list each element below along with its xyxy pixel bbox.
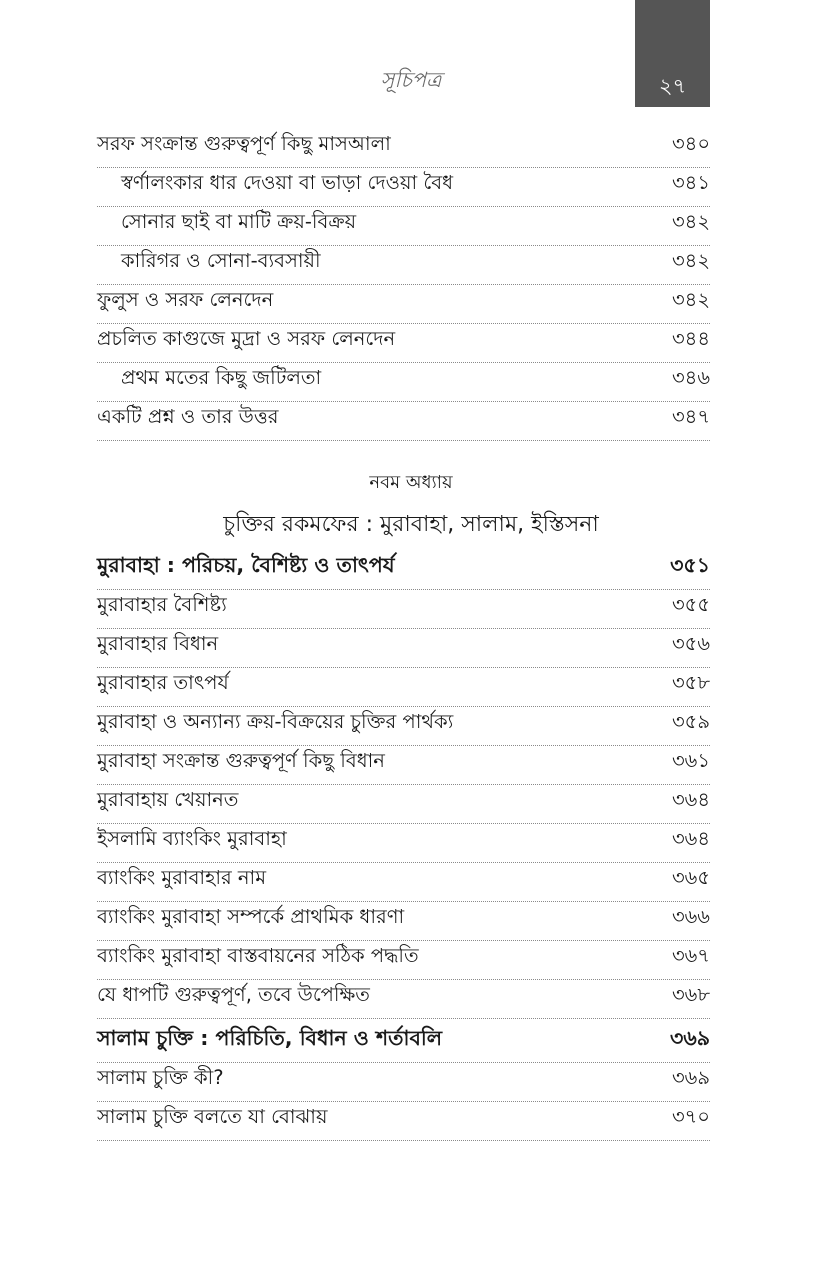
toc-entry[interactable] [97,746,710,785]
toc-section-heading[interactable] [97,551,710,590]
toc-entry[interactable] [97,863,710,902]
toc-entry-page: ৩৬৭ [671,944,710,967]
toc-entry-title: মুরাবাহা সংক্রান্ত গুরুত্বপূর্ণ কিছু বিধান [97,749,385,772]
toc-entry[interactable] [97,1063,710,1102]
toc-entry-title: স্বর্ণালংকার ধার দেওয়া বা ভাড়া দেওয়া বৈধ [121,171,453,194]
toc-entry-title: ব্যাংকিং মুরাবাহার নাম [97,866,267,889]
toc-entry[interactable] [97,402,710,441]
toc-entry-title: মুরাবাহা ও অন্যান্য ক্রয়-বিক্রয়ের চুক্তির পার্থক্য [97,710,454,733]
toc-entry-page: ৩৬৮ [671,983,710,1006]
toc-entry-title: ফুলুস ও সরফ লেনদেন [97,288,274,311]
toc-entry-title: কারিগর ও সোনা-ব্যবসায়ী [121,249,321,272]
page-number-tab [635,0,710,107]
toc-entry-page: ৩৬৫ [671,866,710,889]
toc-entry-page: ৩৫৯ [672,710,710,733]
toc-entry-title: সালাম চুক্তি : পরিচিতি, বিধান ও শর্তাবলি [97,1026,443,1050]
toc-entry-title: মুরাবাহার বৈশিষ্ট্য [97,593,227,616]
toc-entry-page: ৩৫৮ [672,671,710,694]
toc-entry-title: ব্যাংকিং মুরাবাহা বাস্তবায়নের সঠিক পদ্ধতি [97,944,419,967]
toc-subentry[interactable] [97,363,710,402]
toc-entry-page: ৩৪৪ [672,327,710,350]
toc-entry-title: মুরাবাহার বিধান [97,632,219,655]
toc-entry-title: একটি প্রশ্ন ও তার উত্তর [97,405,279,428]
toc-entry-page: ৩৫১ [670,553,710,577]
toc-entry-title: প্রচলিত কাগুজে মুদ্রা ও সরফ লেনদেন [97,327,396,350]
toc-entry-page: ৩৪০ [671,132,710,155]
toc-entry[interactable] [97,941,710,980]
toc-entry[interactable] [97,129,710,168]
toc-entry-page: ৩৪২ [671,288,710,311]
toc-entry-page: ৩৬৪ [671,827,710,850]
toc-entry-page: ৩৬৯ [670,1026,710,1050]
toc-entry-title: মুরাবাহায় খেয়ানত [97,788,239,811]
toc-section-1 [97,129,710,441]
toc-subentry[interactable] [97,246,710,285]
toc-entry-page: ৩৪৭ [671,405,710,428]
toc-entry-title: সোনার ছাই বা মাটি ক্রয়-বিক্রয় [121,210,357,233]
toc-section-2 [97,551,710,1141]
running-header-title: সূচিপত্র [380,68,442,92]
toc-entry-title: প্রথম মতের কিছু জটিলতা [121,366,322,389]
page-number: ২৭ [658,74,687,98]
toc-entry-page: ৩৫৫ [672,593,710,616]
toc-entry-page: ৩৪২ [671,210,710,233]
toc-entry-title: সরফ সংক্রান্ত গুরুত্বপূর্ণ কিছু মাসআলা [97,132,391,155]
toc-entry-page: ৩৬৯ [671,1066,710,1089]
toc-entry-page: ৩৬৬ [671,905,710,928]
toc-entry-page: ৩৪৬ [671,366,710,389]
toc-entry-page: ৩৫৬ [671,632,710,655]
toc-entry-title: সালাম চুক্তি কী? [97,1066,224,1089]
toc-entry[interactable] [97,324,710,363]
toc-entry[interactable] [97,785,710,824]
chapter-number: নবম অধ্যায় [369,472,453,493]
toc-entry-title: ব্যাংকিং মুরাবাহা সম্পর্কে প্রাথমিক ধারণা [97,905,405,928]
toc-entry-page: ৩৪২ [671,249,710,272]
toc-entry[interactable] [97,1102,710,1141]
toc-entry[interactable] [97,590,710,629]
toc-entry[interactable] [97,629,710,668]
toc-subentry[interactable] [97,207,710,246]
toc-subentry[interactable] [97,168,710,207]
toc-entry-title: যে ধাপটি গুরুত্বপূর্ণ, তবে উপেক্ষিত [97,983,370,1006]
toc-entry-page: ৩৪১ [672,171,710,194]
toc-entry-title: ইসলামি ব্যাংকিং মুরাবাহা [97,827,287,850]
toc-entry-page: ৩৬৪ [671,788,710,811]
toc-entry-title: সালাম চুক্তি বলতে যা বোঝায় [97,1105,328,1128]
toc-entry[interactable] [97,824,710,863]
toc-entry-page: ৩৬১ [671,749,710,772]
toc-entry-title: মুরাবাহা : পরিচয়, বৈশিষ্ট্য ও তাৎপর্য [97,553,395,577]
toc-entry-page: ৩৭০ [671,1105,710,1128]
toc-entry[interactable] [97,707,710,746]
toc-entry[interactable] [97,980,710,1019]
toc-entry[interactable] [97,668,710,707]
toc-section-heading[interactable] [97,1019,710,1063]
toc-entry[interactable] [97,902,710,941]
toc-entry-title: মুরাবাহার তাৎপর্য [97,671,229,694]
toc-entry[interactable] [97,285,710,324]
chapter-title: চুক্তির রকমফের : মুরাবাহা, সালাম, ইস্তিসনা [223,512,599,537]
